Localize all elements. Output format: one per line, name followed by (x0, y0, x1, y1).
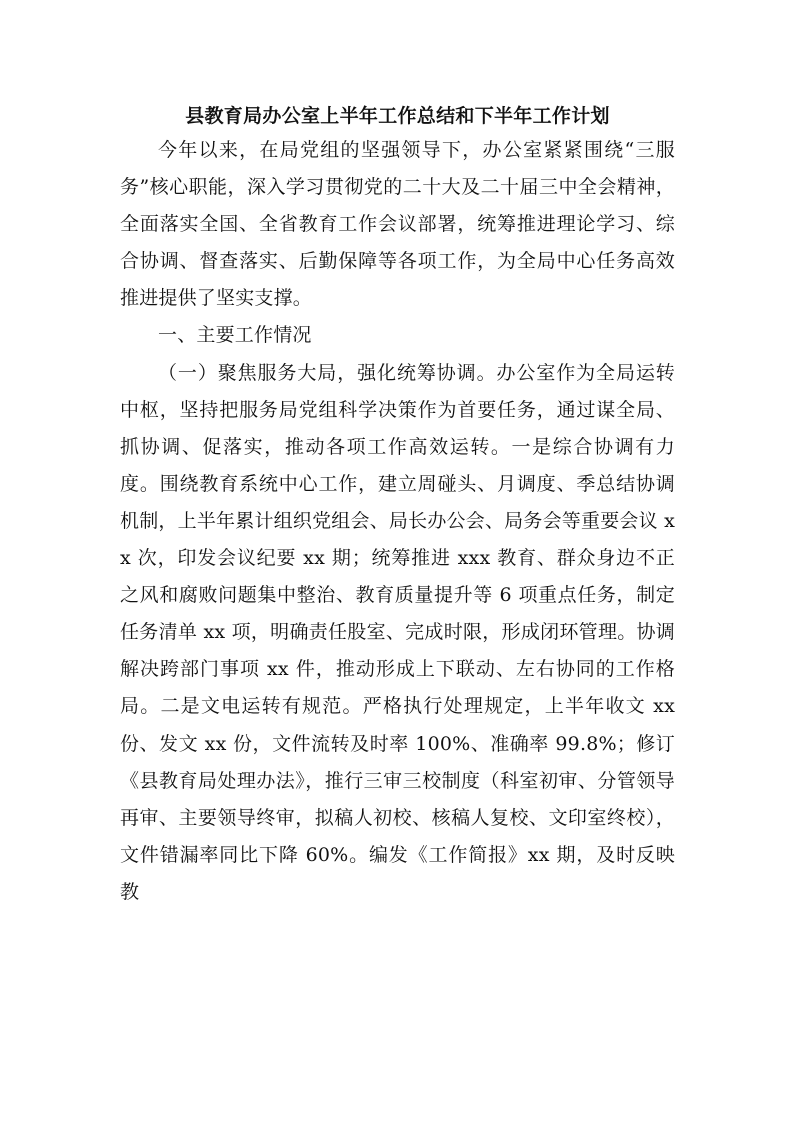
intro-paragraph: 今年以来，在局党组的坚强领导下，办公室紧紧围绕“三服务”核心职能，深入学习贯彻党的二十大及二十届三中全会精神，全面落实全国、全省教育工作会议部署，统筹推进理论学习、综合协调、督查落实、后勤保障等各项工作，为全局中心任务高效推进提供了坚实支撑。 (120, 139, 675, 310)
section-paragraph: （一）聚焦服务大局，强化统筹协调。办公室作为全局运转中枢，坚持把服务局党组科学决策作为首要任务，通过谋全局、抓协调、促落实，推动各项工作高效运转。一是综合协调有力度。围绕教育系统中心工作，建立周碰头、月调度、季总结协调机制，上半年累计组织党组会、局长办公会、局务会等重要会议 xx 次，印发会议纪要 xx 期；统筹推进 xxx 教育、群众身边不正之风和腐败问题集中整治、教育质量提升等 6 项重点任务，制定任务清单 xx 项，明确责任股室、完成时限，形成闭环管理。协调解决跨部门事项 xx 件，推动形成上下联动、左右协同的工作格局。二是文电运转有规范。严格执行处理规定，上半年收文 xx 份、发文 xx 份，文件流转及时率 100%、准确率 99.8%；修订《县教育局处理办法》，推行三审三校制度（科室初审、分管领导再审、主要领导终审，拟稿人初校、核稿人复校、文印室终校），文件错漏率同比下降 60%。编发《工作简报》xx 期，及时反映教 (120, 361, 675, 903)
document-title: 县教育局办公室上半年工作总结和下半年工作计划 (185, 105, 610, 127)
section-heading: 一、主要工作情况 (158, 324, 312, 347)
document-page (120, 100, 675, 911)
